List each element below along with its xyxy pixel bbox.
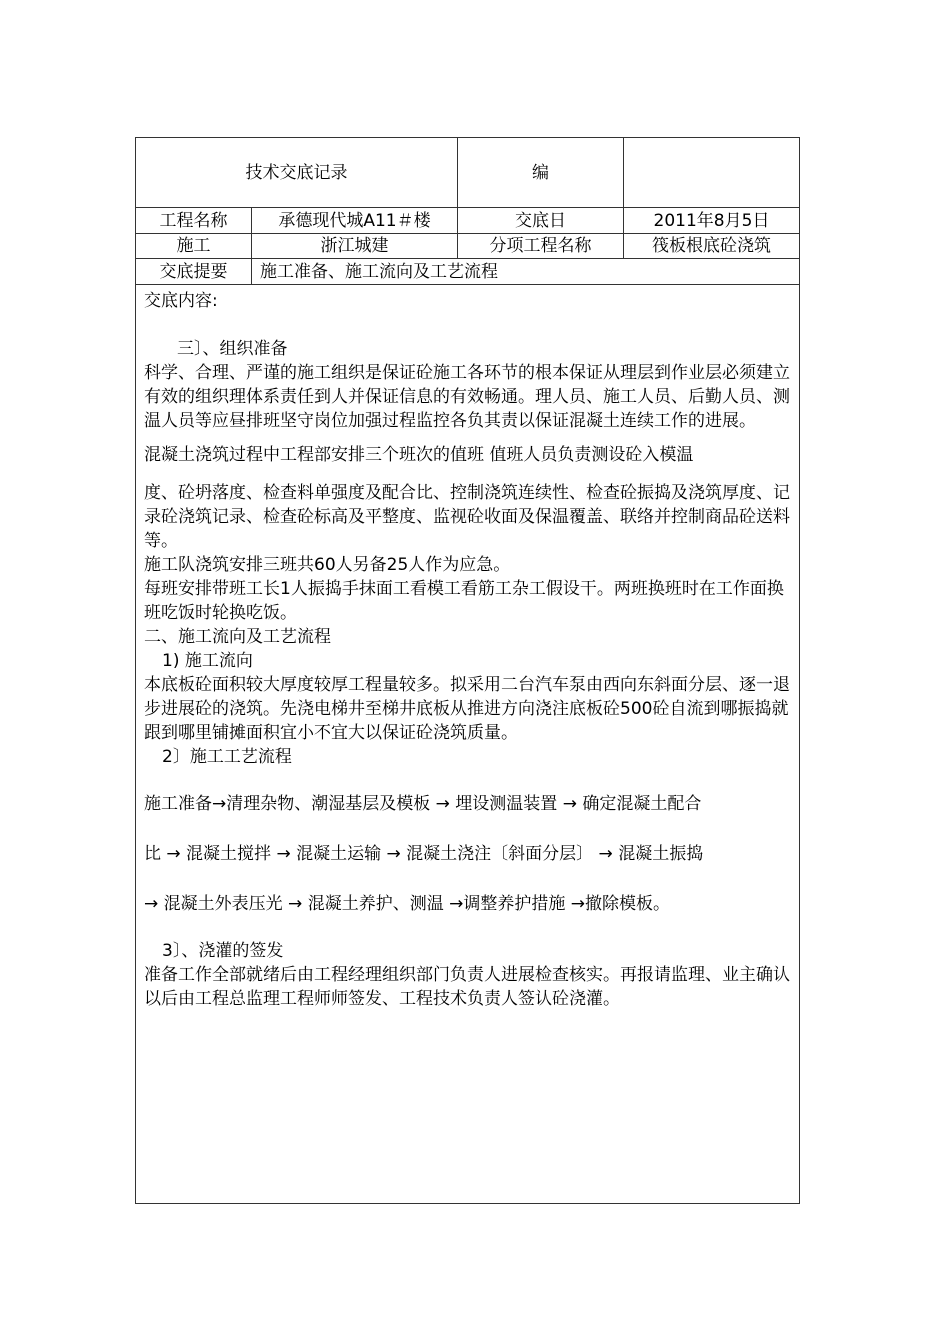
- section-2-3-title: 3〕、浇灌的签发: [162, 941, 284, 961]
- construction-value: 浙江城建: [252, 234, 458, 259]
- technical-disclosure-table: [135, 137, 800, 1204]
- paragraph-duty-rest: 度、砼坍落度、检查料单强度及配合比、控制浇筑连续性、检查砼振捣及浇筑厚度、记录砼浇筑记录、检查砼标高及平整度、监视砼收面及保温覆盖、联络并控制商品砼送料等。: [144, 483, 790, 551]
- edit-value: [624, 138, 800, 208]
- process-flow-line1: 施工准备→清理杂物、潮湿基层及模板 → 埋设测温装置 → 确定混凝土配合: [144, 794, 702, 814]
- project-name-label: 工程名称: [136, 208, 252, 234]
- subitem-label: 分项工程名称: [458, 234, 624, 259]
- disclosure-content-cell: [136, 285, 800, 1204]
- paragraph-shift: 每班安排带班工长1人振捣手抹面工看模工看筋工杂工假设干。两班换班时在工作面换班吃饭时轮换吃饭。: [144, 579, 784, 623]
- content-intro: 交底内容:: [144, 291, 218, 311]
- paragraph-pour-approval: 准备工作全部就绪后由工程经理组织部门负责人进展检查核实。再报请监理、业主确认以后由工程总监理工程师师签发、工程技术负责人签认砼浇灌。: [144, 965, 790, 1009]
- section-2-2-title: 2〕施工工艺流程: [162, 747, 292, 767]
- process-flow-line3: → 混凝土外表压光 → 混凝土养护、测温 →调整养护措施 →撤除模板。: [144, 894, 670, 914]
- summary-label: 交底提要: [136, 259, 252, 285]
- disclosure-date-label: 交底日: [458, 208, 624, 234]
- section-3-title: 三〕、组织准备: [177, 339, 288, 359]
- disclosure-content: [136, 285, 799, 1011]
- section-2-title: 二、施工流向及工艺流程: [144, 627, 331, 647]
- edit-label: 编: [458, 138, 624, 208]
- disclosure-date-value: 2011年8月5日: [624, 208, 800, 234]
- document-title: 技术交底记录: [136, 138, 458, 208]
- section-2-1-title: 1) 施工流向: [162, 651, 253, 671]
- process-flow-line2: 比 → 混凝土搅拌 → 混凝土运输 → 混凝土浇注〔斜面分层〕 → 混凝土振捣: [144, 844, 704, 864]
- summary-value: 施工准备、施工流向及工艺流程: [252, 259, 800, 285]
- project-name-value: 承德现代城A11＃楼: [252, 208, 458, 234]
- paragraph-duty-line1: 混凝土浇筑过程中工程部安排三个班次的值班 值班人员负责测设砼入模温: [144, 445, 694, 465]
- subitem-value: 筏板根底砼浇筑: [624, 234, 800, 259]
- paragraph-flow-direction: 本底板砼面积较大厚度较厚工程量较多。拟采用二台汽车泵由西向东斜面分层、逐一退步进展砼的浇筑。先浇电梯井至梯井底板从推进方向浇注底板砼500砼自流到哪振捣就跟到哪里铺摊面积宜小不宜大以保证砼浇筑质量。: [144, 675, 790, 743]
- construction-label: 施工: [136, 234, 252, 259]
- paragraph-organization: 科学、合理、严谨的施工组织是保证砼施工各环节的根本保证从理层到作业层必须建立有效的组织理体系责任到人并保证信息的有效畅通。理人员、施工人员、后勤人员、测温人员等应昼排班坚守岗位加强过程监控各负其责以保证混凝土连续工作的进展。: [144, 363, 790, 431]
- paragraph-crew: 施工队浇筑安排三班共60人另备25人作为应急。: [144, 555, 511, 575]
